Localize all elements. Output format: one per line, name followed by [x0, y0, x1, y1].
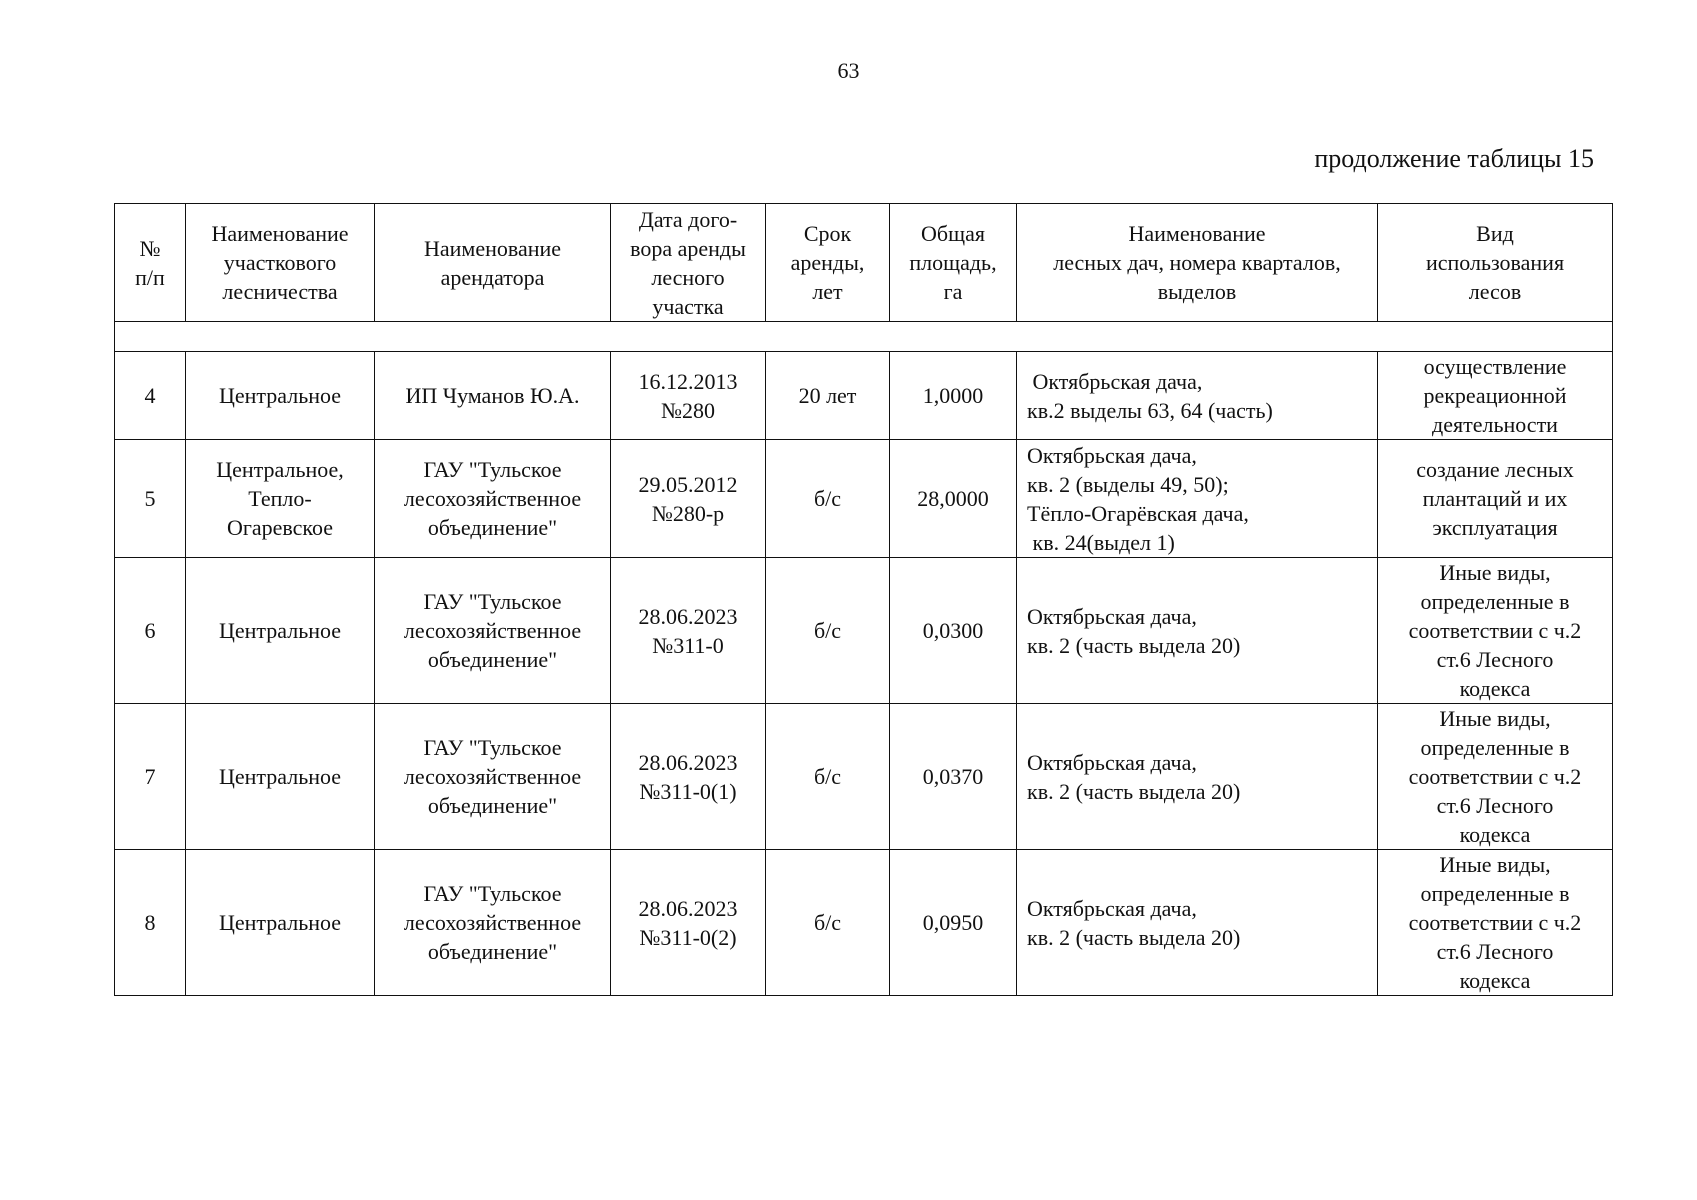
cell-num: 6 — [115, 558, 186, 704]
table-row — [115, 850, 1613, 996]
cell-use: Иные виды, определенные в соответствии с ч.2 ст.6 Лесного кодекса — [1378, 704, 1613, 850]
cell-term: б/с — [766, 704, 890, 850]
cell-area: 0,0950 — [890, 850, 1017, 996]
header-cell: Вид использования лесов — [1378, 204, 1613, 322]
cell-location: Октябрьская дача, кв.2 выделы 63, 64 (часть) — [1017, 352, 1378, 440]
header-cell: Наименование участкового лесничества — [186, 204, 375, 322]
header-row — [115, 204, 1613, 322]
cell-num: 5 — [115, 440, 186, 558]
cell-contract: 28.06.2023 №311-0(2) — [611, 850, 766, 996]
header-cell: Дата дого- вора аренды лесного участка — [611, 204, 766, 322]
cell-tenant: ГАУ "Тульское лесохозяйственное объединение" — [375, 704, 611, 850]
cell-contract: 28.06.2023 №311-0(1) — [611, 704, 766, 850]
cell-location: Октябрьская дача, кв. 2 (выделы 49, 50); Тёпло-Огарёвская дача, кв. 24(выдел 1) — [1017, 440, 1378, 558]
cell-tenant: ГАУ "Тульское лесохозяйственное объединение" — [375, 558, 611, 704]
cell-use: Иные виды, определенные в соответствии с ч.2 ст.6 Лесного кодекса — [1378, 850, 1613, 996]
cell-use: создание лесных плантаций и их эксплуатация — [1378, 440, 1613, 558]
cell-num: 8 — [115, 850, 186, 996]
cell-forestry: Центральное — [186, 704, 375, 850]
cell-use: Иные виды, определенные в соответствии с ч.2 ст.6 Лесного кодекса — [1378, 558, 1613, 704]
header-cell: Срок аренды, лет — [766, 204, 890, 322]
spacer-cell — [115, 322, 1613, 352]
cell-term: б/с — [766, 850, 890, 996]
cell-num: 7 — [115, 704, 186, 850]
cell-forestry: Центральное — [186, 558, 375, 704]
cell-tenant: ГАУ "Тульское лесохозяйственное объединение" — [375, 850, 611, 996]
cell-tenant: ИП Чуманов Ю.А. — [375, 352, 611, 440]
table-caption: продолжение таблицы 15 — [1314, 144, 1594, 173]
cell-area: 28,0000 — [890, 440, 1017, 558]
cell-location: Октябрьская дача, кв. 2 (часть выдела 20) — [1017, 558, 1378, 704]
cell-contract: 28.06.2023 №311-0 — [611, 558, 766, 704]
header-cell: Наименование лесных дач, номера кварталов, выделов — [1017, 204, 1378, 322]
cell-term: б/с — [766, 558, 890, 704]
spacer-row — [115, 322, 1613, 352]
cell-tenant: ГАУ "Тульское лесохозяйственное объединение" — [375, 440, 611, 558]
cell-location: Октябрьская дача, кв. 2 (часть выдела 20) — [1017, 704, 1378, 850]
cell-forestry: Центральное, Тепло- Огаревское — [186, 440, 375, 558]
cell-use: осуществление рекреационной деятельности — [1378, 352, 1613, 440]
header-cell: Общая площадь, га — [890, 204, 1017, 322]
cell-forestry: Центральное — [186, 850, 375, 996]
cell-term: 20 лет — [766, 352, 890, 440]
table-row — [115, 352, 1613, 440]
table-row — [115, 558, 1613, 704]
table-row — [115, 440, 1613, 558]
cell-forestry: Центральное — [186, 352, 375, 440]
cell-area: 0,0300 — [890, 558, 1017, 704]
cell-location: Октябрьская дача, кв. 2 (часть выдела 20) — [1017, 850, 1378, 996]
lease-table — [114, 203, 1613, 996]
cell-area: 1,0000 — [890, 352, 1017, 440]
cell-contract: 29.05.2012 №280-р — [611, 440, 766, 558]
header-cell: Наименование арендатора — [375, 204, 611, 322]
table-row — [115, 704, 1613, 850]
cell-term: б/с — [766, 440, 890, 558]
page-number: 63 — [837, 58, 860, 83]
cell-contract: 16.12.2013 №280 — [611, 352, 766, 440]
cell-area: 0,0370 — [890, 704, 1017, 850]
header-cell: № п/п — [115, 204, 186, 322]
cell-num: 4 — [115, 352, 186, 440]
